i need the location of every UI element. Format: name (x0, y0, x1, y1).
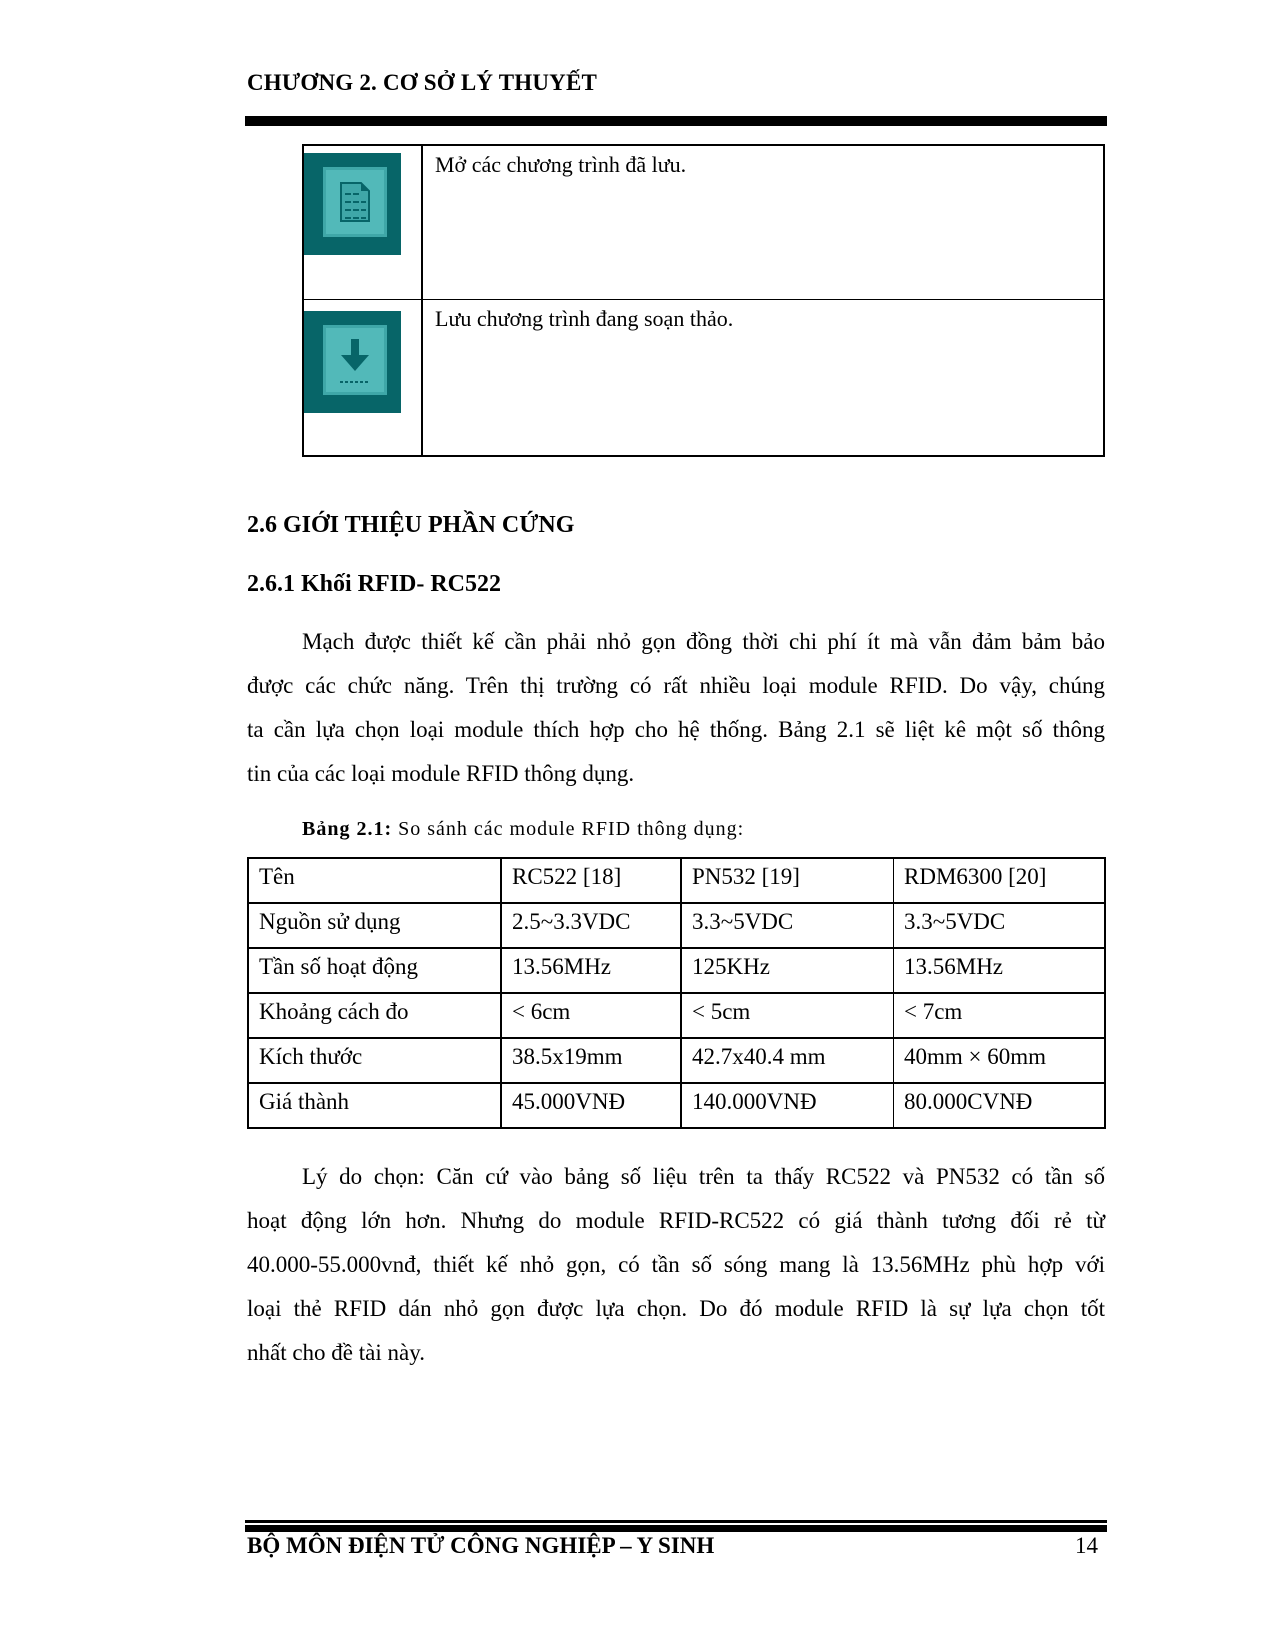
header-rule (245, 116, 1107, 126)
paragraph-line: ta cần lựa chọn loại module thích hợp cho hệ thống. Bảng 2.1 sẽ liệt kê một số thông (247, 717, 1105, 742)
table-cell: < 5cm (681, 993, 894, 1038)
save-download-icon (304, 311, 401, 413)
paragraph-line: Mạch được thiết kế cần phải nhỏ gọn đồng thời chi phí ít mà vẫn đảm bảm bảo (302, 629, 1105, 654)
paragraph-line: Lý do chọn: Căn cứ vào bảng số liệu trên ta thấy RC522 và PN532 có tần số (302, 1164, 1105, 1189)
table-row (248, 1038, 1105, 1083)
table-cell: Nguồn sử dụng (248, 903, 501, 948)
paragraph-line: nhất cho đề tài này. (247, 1340, 425, 1365)
icon-table (302, 144, 1105, 457)
table-row (248, 903, 1105, 948)
footer-rule-thin (245, 1520, 1107, 1523)
paragraph-line: được các chức năng. Trên thị trường có rất nhiều loại module RFID. Do vậy, chúng (247, 673, 1105, 698)
table-cell: 40mm × 60mm (894, 1038, 1106, 1083)
chapter-header: CHƯƠNG 2. CƠ SỞ LÝ THUYẾT (247, 70, 598, 95)
table-row (248, 993, 1105, 1038)
table-cell: Giá thành (248, 1083, 501, 1128)
paragraph-line: 40.000-55.000vnđ, thiết kế nhỏ gọn, có tần số sóng mang là 13.56MHz phù hợp với (247, 1252, 1105, 1277)
table-row (248, 948, 1105, 993)
reason-paragraph (247, 1155, 1105, 1375)
subsection-heading: 2.6.1 Khối RFID- RC522 (247, 571, 502, 597)
open-program-icon (304, 153, 401, 255)
table-caption (302, 818, 744, 841)
icon-table-row (304, 300, 1103, 455)
section-heading: 2.6 GIỚI THIỆU PHẦN CỨNG (247, 512, 575, 538)
table-row (248, 1083, 1105, 1128)
table-cell: 80.000CVNĐ (894, 1083, 1106, 1128)
department-footer: BỘ MÔN ĐIỆN TỬ CÔNG NGHIỆP – Y SINH (247, 1533, 715, 1558)
header-cell: RDM6300 [20] (894, 858, 1106, 903)
table-cell: 45.000VNĐ (501, 1083, 681, 1128)
footer-rule-thick (245, 1525, 1107, 1532)
header-cell: RC522 [18] (501, 858, 681, 903)
table-cell: 42.7x40.4 mm (681, 1038, 894, 1083)
caption-text: So sánh các module RFID thông dụng: (392, 818, 745, 840)
table-cell: 3.3~5VDC (894, 903, 1106, 948)
header-cell: PN532 [19] (681, 858, 894, 903)
table-cell: 3.3~5VDC (681, 903, 894, 948)
table-cell: Khoảng cách đo (248, 993, 501, 1038)
icon-description: Mở các chương trình đã lưu. (435, 152, 687, 177)
table-cell: 38.5x19mm (501, 1038, 681, 1083)
column-divider (421, 300, 423, 455)
table-header-row (248, 858, 1105, 903)
rfid-comparison-table (247, 857, 1106, 1129)
table-cell: 2.5~3.3VDC (501, 903, 681, 948)
table-cell: 140.000VNĐ (681, 1083, 894, 1128)
paragraph-line: hoạt động lớn hơn. Nhưng do module RFID-RC522 có giá thành tương đối rẻ từ (247, 1208, 1105, 1233)
table-cell: 13.56MHz (894, 948, 1106, 993)
paragraph-line: tin của các loại module RFID thông dụng. (247, 761, 635, 786)
table-cell: Kích thước (248, 1038, 501, 1083)
page-number: 14 (1075, 1533, 1098, 1558)
table-cell: 13.56MHz (501, 948, 681, 993)
column-divider (421, 146, 423, 299)
paragraph-line: loại thẻ RFID dán nhỏ gọn được lựa chọn. Do đó module RFID là sự lựa chọn tốt (247, 1296, 1105, 1321)
intro-paragraph (247, 620, 1105, 796)
icon-description: Lưu chương trình đang soạn thảo. (435, 306, 734, 331)
table-cell: < 6cm (501, 993, 681, 1038)
table-cell: < 7cm (894, 993, 1106, 1038)
table-cell: 125KHz (681, 948, 894, 993)
caption-label: Bảng 2.1: (302, 818, 393, 840)
icon-table-row (304, 146, 1103, 300)
table-cell: Tần số hoạt động (248, 948, 501, 993)
header-cell: Tên (248, 858, 501, 903)
